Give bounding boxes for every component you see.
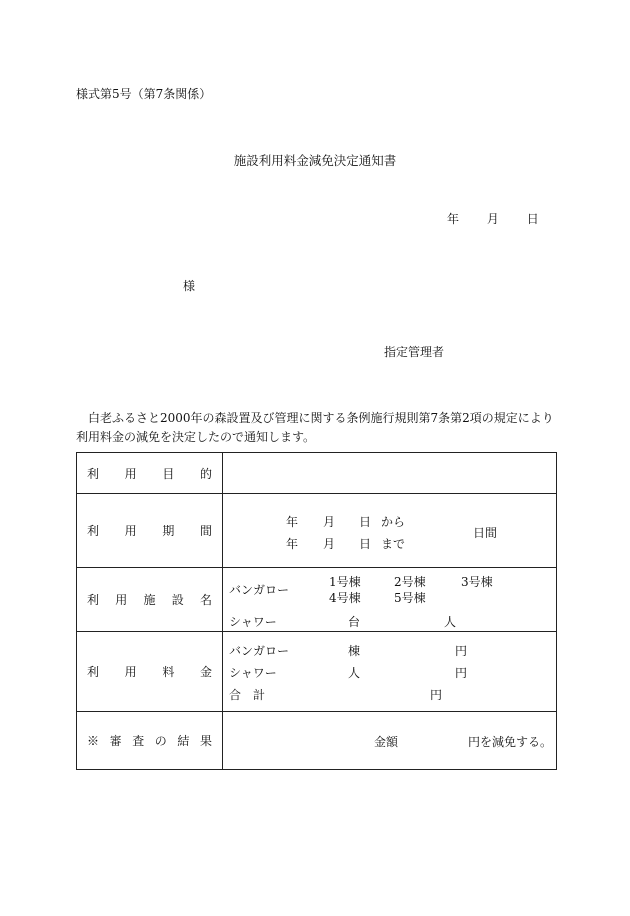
period-from-day: 日 bbox=[359, 515, 372, 529]
date-day: 日 bbox=[526, 212, 539, 226]
result-value-cell bbox=[223, 712, 556, 769]
table-row-facility bbox=[77, 568, 556, 632]
fee-value-cell bbox=[223, 632, 556, 711]
result-label-cell bbox=[77, 712, 223, 769]
fee-bungalow-label: バンガロー bbox=[229, 644, 290, 658]
recipient-honorific: 様 bbox=[183, 279, 196, 293]
result-amount-label: 金額 bbox=[374, 735, 399, 749]
period-from-month: 月 bbox=[323, 515, 336, 529]
fee-label-cell bbox=[77, 632, 223, 711]
purpose-label-cell bbox=[77, 453, 223, 493]
notice-text: 白老ふるさと2000年の森設置及び管理に関する条例施行規則第7条第2項の規定により利用料金の減免を決定したので通知します。 bbox=[76, 411, 554, 444]
notice-table bbox=[76, 452, 557, 770]
fee-label: 利用料金 bbox=[87, 665, 212, 679]
building-3: 3号棟 bbox=[461, 575, 493, 589]
document-title: 施設利用料金減免決定通知書 bbox=[233, 153, 397, 168]
period-label-cell bbox=[77, 494, 223, 567]
facility-shower-label: シャワー bbox=[229, 615, 277, 629]
table-row-period bbox=[77, 494, 556, 568]
facility-shower-unit-dai: 台 bbox=[348, 615, 361, 629]
period-to-year: 年 bbox=[286, 537, 299, 551]
building-1: 1号棟 bbox=[329, 575, 361, 589]
facility-value-cell bbox=[223, 568, 556, 631]
table-row-result bbox=[77, 712, 556, 769]
fee-shower-label: シャワー bbox=[229, 666, 277, 680]
building-2: 2号棟 bbox=[394, 575, 426, 589]
fee-total-label: 合 計 bbox=[229, 688, 266, 702]
fee-total-yen: 円 bbox=[430, 688, 443, 702]
date-year: 年 bbox=[447, 212, 460, 226]
period-from-suffix: から bbox=[381, 515, 406, 529]
date-month: 月 bbox=[486, 212, 499, 226]
purpose-value-cell bbox=[223, 453, 556, 493]
table-row-purpose bbox=[77, 453, 556, 494]
period-to-suffix: まで bbox=[381, 537, 406, 551]
fee-bungalow-unit: 棟 bbox=[348, 644, 361, 658]
period-days: 日間 bbox=[473, 526, 498, 540]
building-4: 4号棟 bbox=[329, 591, 361, 605]
facility-label: 利用施設名 bbox=[87, 593, 212, 607]
period-to-month: 月 bbox=[323, 537, 336, 551]
fee-shower-unit: 人 bbox=[348, 666, 361, 680]
issue-date bbox=[447, 210, 539, 227]
form-number: 様式第5号（第7条関係） bbox=[76, 87, 212, 101]
period-from-year: 年 bbox=[286, 515, 299, 529]
result-label: ※審査の結果 bbox=[87, 734, 212, 748]
issuer: 指定管理者 bbox=[384, 345, 445, 359]
facility-bungalow-label: バンガロー bbox=[229, 583, 290, 597]
period-to-day: 日 bbox=[359, 537, 372, 551]
period-label: 利用期間 bbox=[87, 524, 212, 538]
period-value-cell bbox=[223, 494, 556, 567]
building-5: 5号棟 bbox=[394, 591, 426, 605]
facility-label-cell bbox=[77, 568, 223, 631]
result-amount-suffix: 円を減免する。 bbox=[468, 735, 553, 749]
table-row-fee bbox=[77, 632, 556, 712]
facility-shower-unit-nin: 人 bbox=[444, 615, 457, 629]
fee-shower-yen: 円 bbox=[455, 666, 468, 680]
purpose-label: 利用目的 bbox=[87, 466, 212, 481]
fee-bungalow-yen: 円 bbox=[455, 644, 468, 658]
